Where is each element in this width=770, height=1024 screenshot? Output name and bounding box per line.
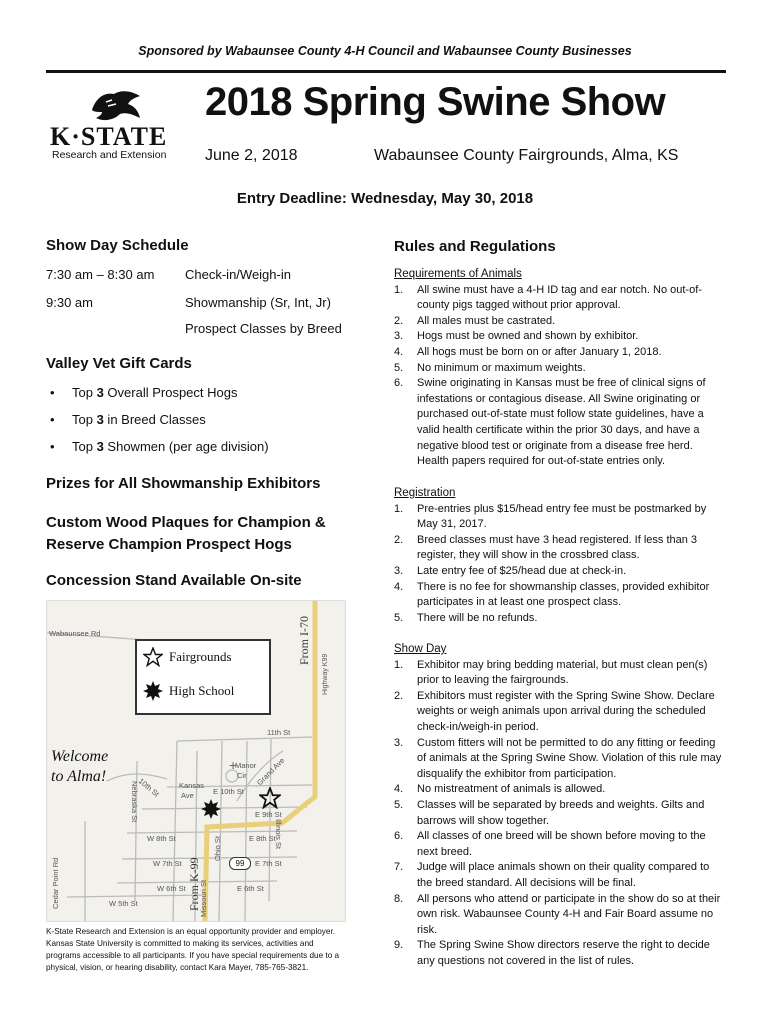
street-label: Manor (235, 761, 257, 770)
rule-item: 1. All swine must have a 4-H ID tag and ear notch. No out-of-county pigs tagged without prior approval. (394, 283, 702, 312)
from-i70-label: From I-70 (297, 616, 311, 665)
schedule-time: 7:30 am – 8:30 am (46, 267, 155, 282)
legend-high-school: High School (169, 683, 235, 698)
street-label: E 8th St (249, 834, 276, 843)
schedule-time: 9:30 am (46, 295, 93, 310)
rules-heading: Rules and Regulations (394, 238, 556, 255)
street-label: Cedar Point Rd (51, 857, 60, 909)
welcome-text: Welcome to Alma! (51, 748, 109, 785)
street-label: Nebraska St (130, 781, 139, 823)
from-k99-label: From K-99 (187, 857, 201, 911)
street-label: E 9th St (255, 810, 282, 819)
rule-item: 2. All males must be castrated. (394, 314, 556, 327)
schedule-event: Check-in/Weigh-in (185, 267, 291, 282)
kstate-logo (46, 88, 186, 168)
street-label: W 7th St (153, 859, 182, 868)
street-label: W 6th St (157, 884, 186, 893)
cemetery-cross-icon: + (229, 757, 238, 773)
gift-card-item: • Top 3 Overall Prospect Hogs (50, 385, 238, 400)
street-label: Missouri St (199, 879, 208, 917)
highway-label: Highway K99 (322, 653, 329, 695)
street-label: 11th St (267, 728, 291, 737)
street-label: E 7th St (255, 859, 282, 868)
street-label: 10th St (136, 776, 161, 799)
wildcat-icon (90, 90, 142, 122)
concession-heading: Concession Stand Available On-site (46, 572, 302, 589)
schedule-heading: Show Day Schedule (46, 237, 189, 254)
rule-item: 3. Hogs must be owned and shown by exhibitor. (394, 330, 639, 343)
rule-item: 4. There is no fee for showmanship classes, provided exhibitor participates in at least one prospect class. (394, 580, 710, 609)
section-title: Show Day (394, 643, 447, 655)
schedule-event: Showmanship (Sr, Int, Jr) (185, 295, 331, 310)
rule-item: 3. Custom fitters will not be permitted to do any fitting or feeding of animals at the Spring Swine Show. Violation of this rule may disqualify the exhibitor from participation. (394, 736, 722, 780)
street-label: W 8th St (147, 834, 176, 843)
entry-deadline: Entry Deadline: Wednesday, May 30, 2018 (236, 190, 534, 207)
rules-show-day (394, 642, 724, 969)
school-icon (143, 681, 163, 701)
schedule-event: Prospect Classes by Breed (185, 321, 342, 336)
rule-item: 5. No minimum or maximum weights. (394, 361, 586, 374)
gift-card-item: • Top 3 Showmen (per age division) (50, 439, 269, 454)
location-map (46, 600, 346, 922)
map-legend (135, 639, 271, 715)
equal-opportunity-notice: K-State Research and Extension is an equal opportunity provider and employer. Kansas State University is committed to making its services, activities and programs accessible to all participants. If you have special requirements due to a physical, vision, or hearing disability, contact Kara Mayer, 785-765-3821. (46, 927, 340, 972)
rule-item: 1. Pre-entries plus $15/head entry fee must be postmarked by May 31, 2017. (394, 502, 707, 531)
rule-item: 8. All persons who attend or participate in the show do so at their own risk. Wabaunsee County 4-H and Fair Board assume no risk. (394, 892, 721, 936)
street-label: W 5th St (109, 899, 138, 908)
section-title: Registration (394, 487, 456, 499)
rule-item: 2. Breed classes must have 3 head registered. If less than 3 register, they will show in the crossbred class. (394, 533, 698, 562)
street-label: Ave (181, 791, 194, 800)
research-extension-label: Research and Extension (52, 149, 167, 161)
street-label: Wabaunsee Rd (49, 629, 101, 638)
fairgrounds-star-icon (259, 787, 281, 809)
street-label: Ohio St (213, 835, 222, 861)
kstate-wordmark: K·STATE (50, 122, 168, 151)
plaques-heading: Custom Wood Plaques for Champion & Reserve Champion Prospect Hogs (46, 514, 326, 553)
rules-requirements (394, 267, 724, 470)
gift-card-item: • Top 3 in Breed Classes (50, 412, 206, 427)
rule-item: 3. Late entry fee of $25/head due at check-in. (394, 564, 627, 577)
gift-cards-heading: Valley Vet Gift Cards (46, 355, 192, 372)
header-rule (46, 70, 726, 73)
rule-item: 4. All hogs must be born on or after January 1, 2018. (394, 345, 662, 358)
rule-item: 9. The Spring Swine Show directors reserve the right to decide any questions not covered in the list of rules. (394, 939, 710, 967)
rule-item: 4. No mistreatment of animals is allowed. (394, 783, 606, 796)
street-label: Grand Ave (254, 755, 287, 788)
street-label: Illinois St (274, 819, 283, 850)
legend-fairgrounds: Fairgrounds (169, 649, 232, 664)
rule-item: 5. There will be no refunds. (394, 611, 538, 624)
rule-item: 1. Exhibitor may bring bedding material, but must clean pen(s) prior to leaving the fairgrounds. (394, 658, 708, 687)
prizes-heading: Prizes for All Showmanship Exhibitors (46, 475, 321, 492)
street-label: E 10th St (213, 787, 244, 796)
star-icon (143, 647, 163, 667)
rule-item: 6. Swine originating in Kansas must be free of clinical signs of infestations or contagious disease. All Swine originating or purchased out-of-state must follow state guidelines, have a valid health certificate within the prior 30 days, and have a negative blood test or originate from a disease free herd. Health papers required for out-of-state entries only. (394, 377, 706, 468)
high-school-icon (201, 799, 221, 819)
street-label: Kansas (179, 781, 205, 790)
rule-item: 6. All classes of one breed will be shown before moving to the next breed. (394, 830, 706, 858)
street-label: E 6th St (237, 884, 264, 893)
rule-item: 2. Exhibitors must register with the Spring Swine Show. Declare weights or weigh animals upon arrival during the scheduled check-in/weigh-in period. (394, 689, 715, 733)
rules-registration (394, 486, 724, 626)
page-title: 2018 Spring Swine Show (205, 80, 666, 124)
hwy99-shield: 99 (229, 857, 251, 870)
street-label: Cir (237, 771, 247, 780)
show-date: June 2, 2018 (205, 147, 298, 164)
rule-item: 7. Judge will place animals shown on their quality compared to the breed standard. All decisions will be final. (394, 861, 710, 889)
rule-item: 5. Classes will be separated by breeds and weights. Gilts and barrows will show together. (394, 798, 705, 827)
show-venue: Wabaunsee County Fairgrounds, Alma, KS (374, 147, 679, 164)
section-title: Requirements of Animals (394, 268, 522, 280)
sponsor-line: Sponsored by Wabaunsee County 4-H Council and Wabaunsee County Businesses (138, 44, 632, 58)
